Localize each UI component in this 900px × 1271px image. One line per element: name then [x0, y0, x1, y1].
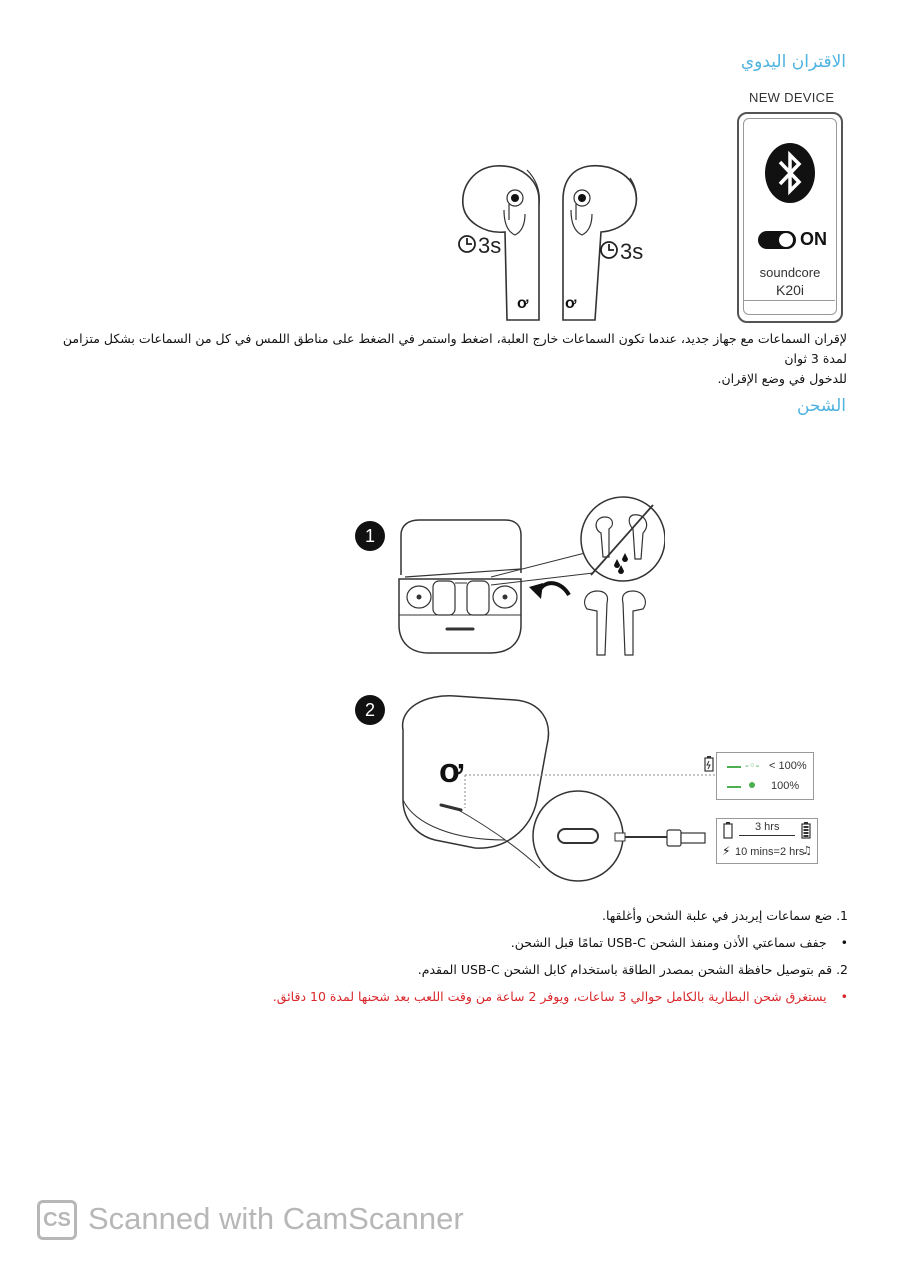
clock-icon-left — [457, 234, 477, 254]
hold-time-left: 3s — [478, 233, 502, 258]
bluetooth-icon — [763, 142, 817, 204]
svg-text:ơ: ơ — [565, 295, 577, 312]
svg-text:ơ: ơ — [517, 295, 529, 312]
battery-full-icon — [801, 822, 811, 839]
battery-led-icon — [704, 756, 714, 772]
led-row-charging — [727, 759, 813, 775]
charging-heading: الشحن — [797, 396, 846, 416]
bullet-marker: • — [840, 935, 848, 950]
step2-text: 2. قم بتوصيل حافظة الشحن بمصدر الطاقة باستخدام كابل الشحن USB-C المقدم. — [417, 962, 848, 977]
step2-badge — [355, 695, 385, 725]
device-model: K20i — [775, 282, 805, 298]
step2-bullet-text: يستغرق شحن البطارية بالكامل حوالي 3 ساعات، ويوفر 2 ساعة من وقت اللعب بعد شحنها لمدة 10 دقائق. — [272, 989, 827, 1004]
pairing-instruction-line1: لإقران السماعات مع جهاز جديد، عندما تكون السماعات خارج العلبة، اضغط واستمر في الضغط على مناطق اللمس في كل من السماعات بشكل متزامن لمدة 3 ثوان — [62, 331, 847, 366]
phone-divider — [743, 300, 835, 301]
led-full-label: 100% — [771, 780, 800, 792]
charge-time-arrow — [739, 835, 795, 836]
battery-empty-icon — [723, 822, 733, 839]
led-solid-icon — [749, 782, 755, 788]
led-status-box — [716, 752, 814, 800]
device-brand: soundcore — [759, 265, 821, 280]
pairing-heading: الاقتران اليدوي — [740, 52, 846, 72]
quick-charge-label: 10 mins=2 hrs — [735, 846, 805, 858]
toggle-switch-icon — [757, 230, 797, 250]
lightning-icon: ⚡ — [722, 844, 731, 858]
led-blink-icon: -◦- — [745, 759, 760, 772]
step1-bullet-item — [511, 935, 848, 950]
case-charging-illustration — [395, 690, 725, 885]
led-line — [727, 786, 741, 788]
new-device-label: NEW DEVICE — [749, 90, 835, 105]
bullet-marker: • — [840, 989, 848, 1004]
charge-time-label: 3 hrs — [755, 821, 780, 833]
led-charging-label: < 100% — [769, 760, 807, 772]
step1-badge — [355, 521, 385, 551]
toggle-on-label: ON — [800, 229, 827, 249]
step1-text: 1. ضع سماعات إيربدز في علبة الشحن وأغلقها. — [601, 908, 848, 923]
phone-illustration — [737, 112, 843, 323]
led-row-full — [727, 779, 813, 795]
led-line — [727, 766, 741, 768]
hold-time-right: 3s — [620, 239, 644, 264]
pairing-instruction — [40, 329, 847, 389]
step2-number: 2 — [364, 700, 375, 720]
watermark-text: Scanned with CamScanner — [88, 1201, 464, 1236]
charge-time-box — [716, 818, 818, 864]
camscanner-logo: CS — [37, 1200, 77, 1240]
step1-bullet-text: جفف سماعتي الأذن ومنفذ الشحن USB-C تمامًا قبل الشحن. — [510, 935, 827, 950]
pairing-instruction-line2: للدخول في وضع الإقران. — [717, 371, 847, 386]
case-open-illustration — [395, 495, 665, 665]
step2-bullet-item — [273, 989, 848, 1004]
clock-icon-right — [599, 240, 619, 260]
step1-number: 1 — [364, 526, 375, 546]
music-note-icon: ♫ — [802, 844, 812, 857]
svg-text:ơ: ơ — [439, 752, 464, 790]
